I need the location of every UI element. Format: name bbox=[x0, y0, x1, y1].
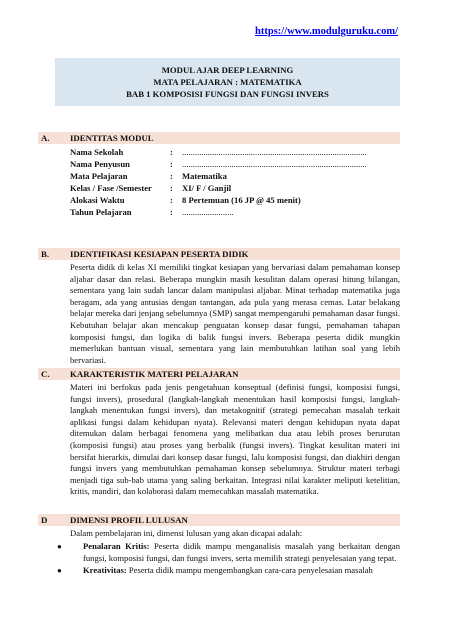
section-b-heading bbox=[38, 248, 400, 260]
identity-colon: : bbox=[170, 183, 173, 193]
identity-value: ...................................................................................... bbox=[182, 159, 367, 169]
section-d-title: DIMENSI PROFIL LULUSAN bbox=[70, 515, 188, 525]
section-c-letter: C. bbox=[41, 369, 50, 379]
identity-value: 8 Pertemuan (16 JP @ 45 menit) bbox=[182, 195, 301, 205]
identity-value: ...................................................................................... bbox=[182, 147, 367, 157]
section-b-letter: B. bbox=[41, 249, 50, 259]
list-item bbox=[55, 541, 400, 564]
module-title-line-1: MODUL AJAR DEEP LEARNING bbox=[161, 65, 294, 75]
section-a-letter: A. bbox=[41, 133, 50, 143]
bullet-text: Peserta didik mampu mengembangkan cara-cara penyelesaian masalah bbox=[126, 565, 373, 576]
identity-colon: : bbox=[170, 171, 173, 181]
section-a-title: IDENTITAS MODUL bbox=[70, 133, 154, 143]
identity-value: ........................ bbox=[182, 207, 234, 217]
bullet-text: Peserta didik mampu menganalisis masalah yang berkaitan dengan fungsi, komposisi fungsi, dan fungsi invers, serta memilih strategi penyelesaian yang tepat. bbox=[83, 541, 400, 563]
identity-colon: : bbox=[170, 195, 173, 205]
identity-colon: : bbox=[170, 147, 173, 157]
section-b-title: IDENTIFIKASI KESIAPAN PESERTA DIDIK bbox=[70, 249, 249, 259]
module-title-box bbox=[55, 58, 400, 106]
identity-value: Matematika bbox=[182, 171, 227, 181]
identity-value: XI/ F / Ganjil bbox=[182, 183, 232, 193]
identity-label: Nama Penyusun bbox=[70, 159, 130, 169]
identity-label: Alokasi Waktu bbox=[70, 195, 125, 205]
section-c-paragraph: Materi ini berfokus pada jenis pengetahuan konseptual (definisi fungsi, komposisi fungsi, fungsi invers), prosedural (langkah-langkah menentukan hasil komposisi fungsi, langkah-langkah menentukan fungsi invers), dan metakognitif (strategi pemecahan masalah terkait aplikasi fungsi dalam kehidupan nyata). Relevansi materi dengan kehidupan nyata dapat ditemukan dalam berbagai fenomena yang melibatkan dua atau lebih proses berurutan (komposisi fungsi) atau proses yang berbalik (fungsi invers). Tingkat kesulitan materi ini bersifat hierarkis, dimulai dari konsep dasar fungsi, lalu komposisi fungsi, dan diakhiri dengan fungsi invers yang membutuhkan pemahaman konsep sebelumnya. Struktur materi terbagi menjadi tiga sub-bab utama yang saling berkaitan. Integrasi nilai karakter meliputi ketelitian, kritis, mandiri, dan kolaborasi dalam memecahkan masalah matematika. bbox=[70, 382, 400, 497]
module-title-line-2: MATA PELAJARAN : MATEMATIKA bbox=[153, 77, 302, 87]
identity-colon: : bbox=[170, 159, 173, 169]
bullet-dot-icon: ● bbox=[57, 566, 62, 576]
module-title-line-3: BAB 1 KOMPOSISI FUNGSI DAN FUNGSI INVERS bbox=[126, 89, 329, 99]
bullet-heading: Penalaran Kritis: bbox=[83, 541, 150, 551]
identity-label: Kelas / Fase /Semester bbox=[70, 183, 152, 193]
section-c-heading bbox=[38, 368, 400, 380]
section-b-paragraph: Peserta didik di kelas XI memiliki tingkat kesiapan yang bervariasi dalam pemahaman konsep aljabar dasar dan relasi. Beberapa mungkin masih kesulitan dalam operasi hitung bilangan, sementara yang lain sudah lancar dalam manipulasi aljabar. Minat terhadap matematika juga beragam, ada yang antusias dengan tantangan, ada pula yang merasa cemas. Latar belakang belajar mereka dari jenjang sebelumnya (SMP) sangat mempengaruhi pemahaman dasar fungsi. Kebutuhan belajar akan mencakup penguatan konsep dasar fungsi, pemahaman tahapan komposisi fungsi, dan logika di balik fungsi invers. Beberapa peserta didik mungkin memerlukan bantuan visual, sementara yang lain membutuhkan latihan soal yang lebih bervariasi. bbox=[70, 262, 400, 365]
bullet-dot-icon: ● bbox=[57, 542, 62, 551]
identity-colon: : bbox=[170, 207, 173, 217]
profile-bullet-list bbox=[55, 541, 400, 578]
section-d-letter: D bbox=[41, 515, 48, 525]
section-a-heading bbox=[38, 132, 400, 144]
bullet-heading: Kreativitas: bbox=[83, 565, 127, 576]
section-c-title: KARAKTERISTIK MATERI PELAJARAN bbox=[70, 369, 239, 379]
website-url-link[interactable]: https://www.modulguruku.com/ bbox=[255, 26, 398, 37]
identity-label: Nama Sekolah bbox=[70, 147, 124, 157]
identity-label: Tahun Pelajaran bbox=[70, 207, 132, 217]
list-item bbox=[55, 565, 400, 577]
identity-label: Mata Pelajaran bbox=[70, 171, 128, 181]
section-d-heading bbox=[38, 514, 400, 526]
section-d-intro: Dalam pembelajaran ini, dimensi lulusan yang akan dicapai adalah: bbox=[70, 528, 303, 538]
